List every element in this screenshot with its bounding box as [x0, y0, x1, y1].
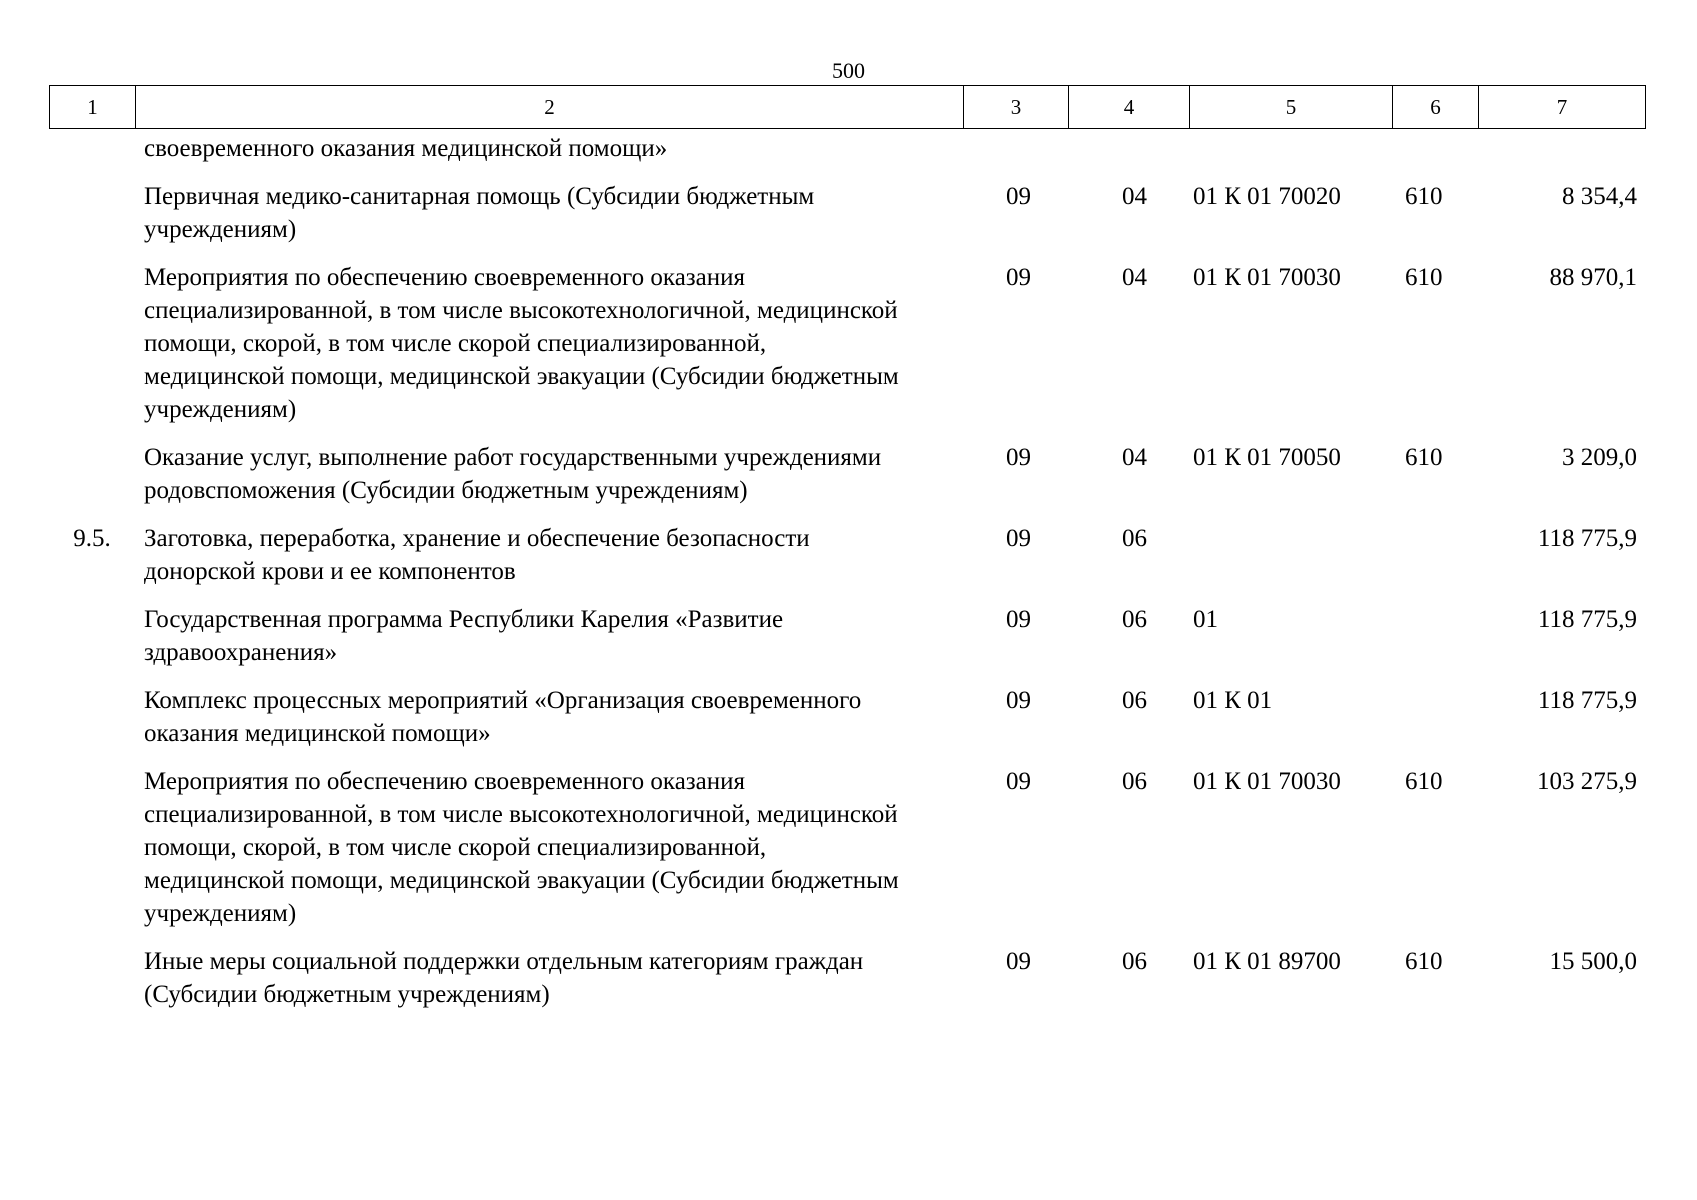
row-description: Мероприятия по обеспечению своевременного оказания специализированной, в том числе высокотехнологичной, медицинской помощи, скорой, в том числе скорой специализированной, медицинской помощи, медицинской эвакуации (Субсидии бюджетным учреждениям) [144, 768, 899, 927]
row-target-code: 01 К 01 70050 [1193, 444, 1341, 471]
row-description: Заготовка, переработка, хранение и обеспечение безопасности донорской крови и ее компонентов [144, 525, 810, 585]
row-amount: 103 275,9 [1537, 768, 1637, 795]
table-row [49, 261, 1645, 426]
row-target-code: 01 [1193, 606, 1218, 633]
row-description: Иные меры социальной поддержки отдельным категориям граждан (Субсидии бюджетным учреждениям) [144, 948, 864, 1008]
table-row [49, 684, 1645, 750]
table-body [49, 132, 1645, 1026]
row-target-code: 01 К 01 70020 [1193, 183, 1341, 210]
table-row [49, 180, 1645, 246]
column-header-table [49, 85, 1646, 129]
row-section-code: 09 [1006, 183, 1031, 210]
row-amount: 118 775,9 [1537, 525, 1637, 552]
table-row [49, 765, 1645, 930]
row-expense-type: 610 [1405, 183, 1443, 210]
column-header-2: 2 [136, 86, 964, 129]
row-expense-type: 610 [1405, 264, 1443, 291]
table-row [49, 132, 1645, 165]
table-row [49, 945, 1645, 1011]
row-amount: 15 500,0 [1549, 948, 1637, 975]
row-amount: 88 970,1 [1549, 264, 1637, 291]
row-target-code: 01 К 01 [1193, 687, 1273, 714]
row-subsection-code: 06 [1122, 687, 1147, 714]
column-header-3: 3 [964, 86, 1069, 129]
row-subsection-code: 04 [1122, 444, 1147, 471]
row-description: Оказание услуг, выполнение работ государственными учреждениями родовспоможения (Субсидии бюджетным учреждениям) [144, 444, 882, 504]
row-description: Первичная медико-санитарная помощь (Субсидии бюджетным учреждениям) [144, 183, 815, 243]
row-amount: 118 775,9 [1537, 606, 1637, 633]
row-description: Комплекс процессных мероприятий «Организация своевременного оказания медицинской помощи» [144, 687, 862, 747]
row-subsection-code: 06 [1122, 525, 1147, 552]
row-target-code: 01 К 01 70030 [1193, 768, 1341, 795]
row-subsection-code: 04 [1122, 264, 1147, 291]
row-section-code: 09 [1006, 948, 1031, 975]
row-subsection-code: 06 [1122, 606, 1147, 633]
row-section-code: 09 [1006, 606, 1031, 633]
row-section-code: 09 [1006, 525, 1031, 552]
row-target-code: 01 К 01 70030 [1193, 264, 1341, 291]
row-subsection-code: 06 [1122, 768, 1147, 795]
column-header-6: 6 [1393, 86, 1479, 129]
row-target-code: 01 К 01 89700 [1193, 948, 1341, 975]
column-header-7: 7 [1479, 86, 1646, 129]
column-header-row [50, 86, 1646, 129]
row-description: Мероприятия по обеспечению своевременного оказания специализированной, в том числе высокотехнологичной, медицинской помощи, скорой, в том числе скорой специализированной, медицинской помощи, медицинской эвакуации (Субсидии бюджетным учреждениям) [144, 264, 899, 423]
row-expense-type: 610 [1405, 768, 1443, 795]
table-row [49, 441, 1645, 507]
row-number: 9.5. [73, 525, 111, 552]
page-number: 500 [832, 58, 865, 83]
row-section-code: 09 [1006, 768, 1031, 795]
row-subsection-code: 04 [1122, 183, 1147, 210]
table-row [49, 522, 1645, 588]
column-header-5: 5 [1190, 86, 1393, 129]
row-description: Государственная программа Республики Карелия «Развитие здравоохранения» [144, 606, 784, 666]
row-description: своевременного оказания медицинской помощи» [144, 135, 668, 162]
row-subsection-code: 06 [1122, 948, 1147, 975]
row-amount: 8 354,4 [1562, 183, 1637, 210]
row-expense-type: 610 [1405, 444, 1443, 471]
table-row [49, 603, 1645, 669]
row-amount: 118 775,9 [1537, 687, 1637, 714]
column-header-1: 1 [50, 86, 136, 129]
row-section-code: 09 [1006, 264, 1031, 291]
row-amount: 3 209,0 [1562, 444, 1637, 471]
row-expense-type: 610 [1405, 948, 1443, 975]
column-header-4: 4 [1069, 86, 1190, 129]
row-section-code: 09 [1006, 687, 1031, 714]
row-section-code: 09 [1006, 444, 1031, 471]
